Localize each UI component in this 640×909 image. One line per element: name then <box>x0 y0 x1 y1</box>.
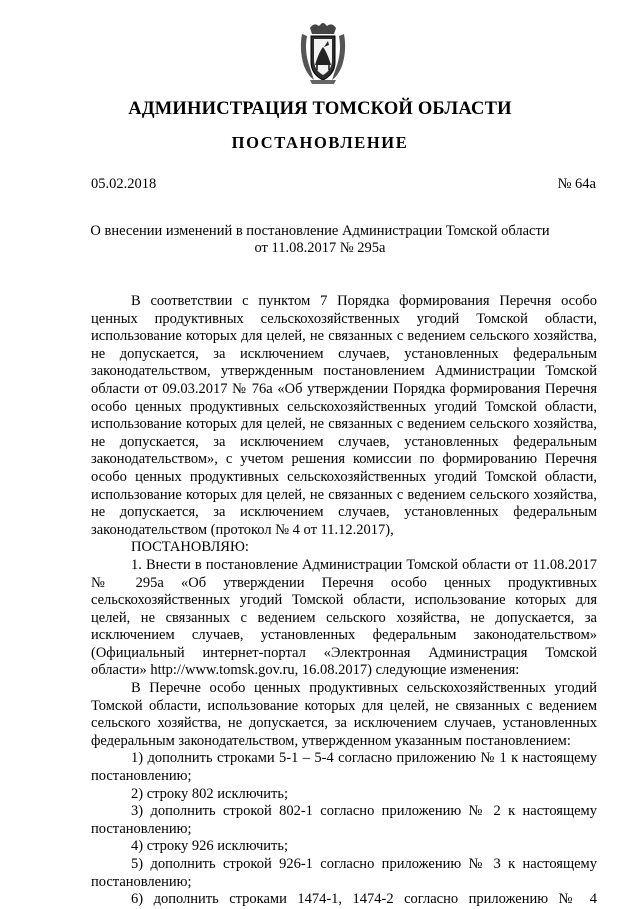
sub-item-3: 3) дополнить строкой 802-1 согласно приложению № 2 к настоящему постановлению; <box>91 803 597 837</box>
document-type: ПОСТАНОВЛЕНИЕ <box>231 133 409 152</box>
subject-line-1: О внесении изменений в постановление Администрации Томской области <box>90 223 550 239</box>
sub-item-5: 5) дополнить строкой 926-1 согласно приложению № 3 к настоящему постановлению; <box>91 856 597 890</box>
item-1-paragraph: 1. Внести в постановление Администрации Томской области от 11.08.2017 № 295а «Об утверждении Перечня особо ценных продуктивных сельскохозяйственных угодий Томской области, использование которых для целей, не связанных с ведением сельского хозяйства, не допускается, за исключением случаев, установленных федеральным законодательством» (Официальный интернет-портал «Электронная Администрация Томской области» http://www.tomsk.gov.ru, 16.08.2017) следующие изменения: <box>91 556 597 679</box>
preamble-paragraph: В соответствии с пунктом 7 Порядка формирования Перечня особо ценных продуктивных сельскохозяйственных угодий Томской области, использование которых для целей, не связанных с ведением сельского хозяйства, не допускается, за исключением случаев, установленных федеральным законодательством, утвержденным постановлением Администрации Томской области от 09.03.2017 № 76а «Об утверждении Порядка формирования Перечня особо ценных продуктивных сельскохозяйственных угодий Томской области, использование которых для целей, не связанных с ведением сельского хозяйства, не допускается, за исключением случаев, установленных федеральным законодательством», с учетом решения комиссии по формированию Перечня особо ценных продуктивных сельскохозяйственных угодий Томской области, использование которых для целей, не связанных с ведением сельского хозяйства, не допускается, за исключением случаев, установленных федеральным законодательством (протокол № 4 от 11.12.2017), <box>91 293 597 538</box>
subject-line-2: от 11.08.2017 № 295а <box>254 240 386 256</box>
document-body <box>91 293 597 909</box>
organization-name: АДМИНИСТРАЦИЯ ТОМСКОЙ ОБЛАСТИ <box>128 99 512 119</box>
list-intro-paragraph: В Перечне особо ценных продуктивных сельскохозяйственных угодий Томской области, использование которых для целей, не связанных с ведением сельского хозяйства, не допускается, за исключением случаев, установленных федеральным законодательством, утвержденном указанным постановлением: <box>91 680 597 749</box>
sub-item-2: 2) строку 802 исключить; <box>131 785 289 802</box>
sub-item-1: 1) дополнить строками 5-1 – 5-4 согласно приложению № 1 к настоящему постановлению; <box>91 750 597 785</box>
document-subject <box>0 223 640 257</box>
resolve-heading: ПОСТАНОВЛЯЮ: <box>131 539 249 556</box>
document-date: 05.02.2018 <box>91 176 157 192</box>
sub-item-6: 6) дополнить строками 1474-1, 1474-2 согласно приложению № 4 <box>131 891 597 908</box>
sub-item-4: 4) строку 926 исключить; <box>131 838 289 855</box>
tomsk-coat-of-arms-icon <box>298 20 348 86</box>
document-number: № 64а <box>557 176 596 192</box>
